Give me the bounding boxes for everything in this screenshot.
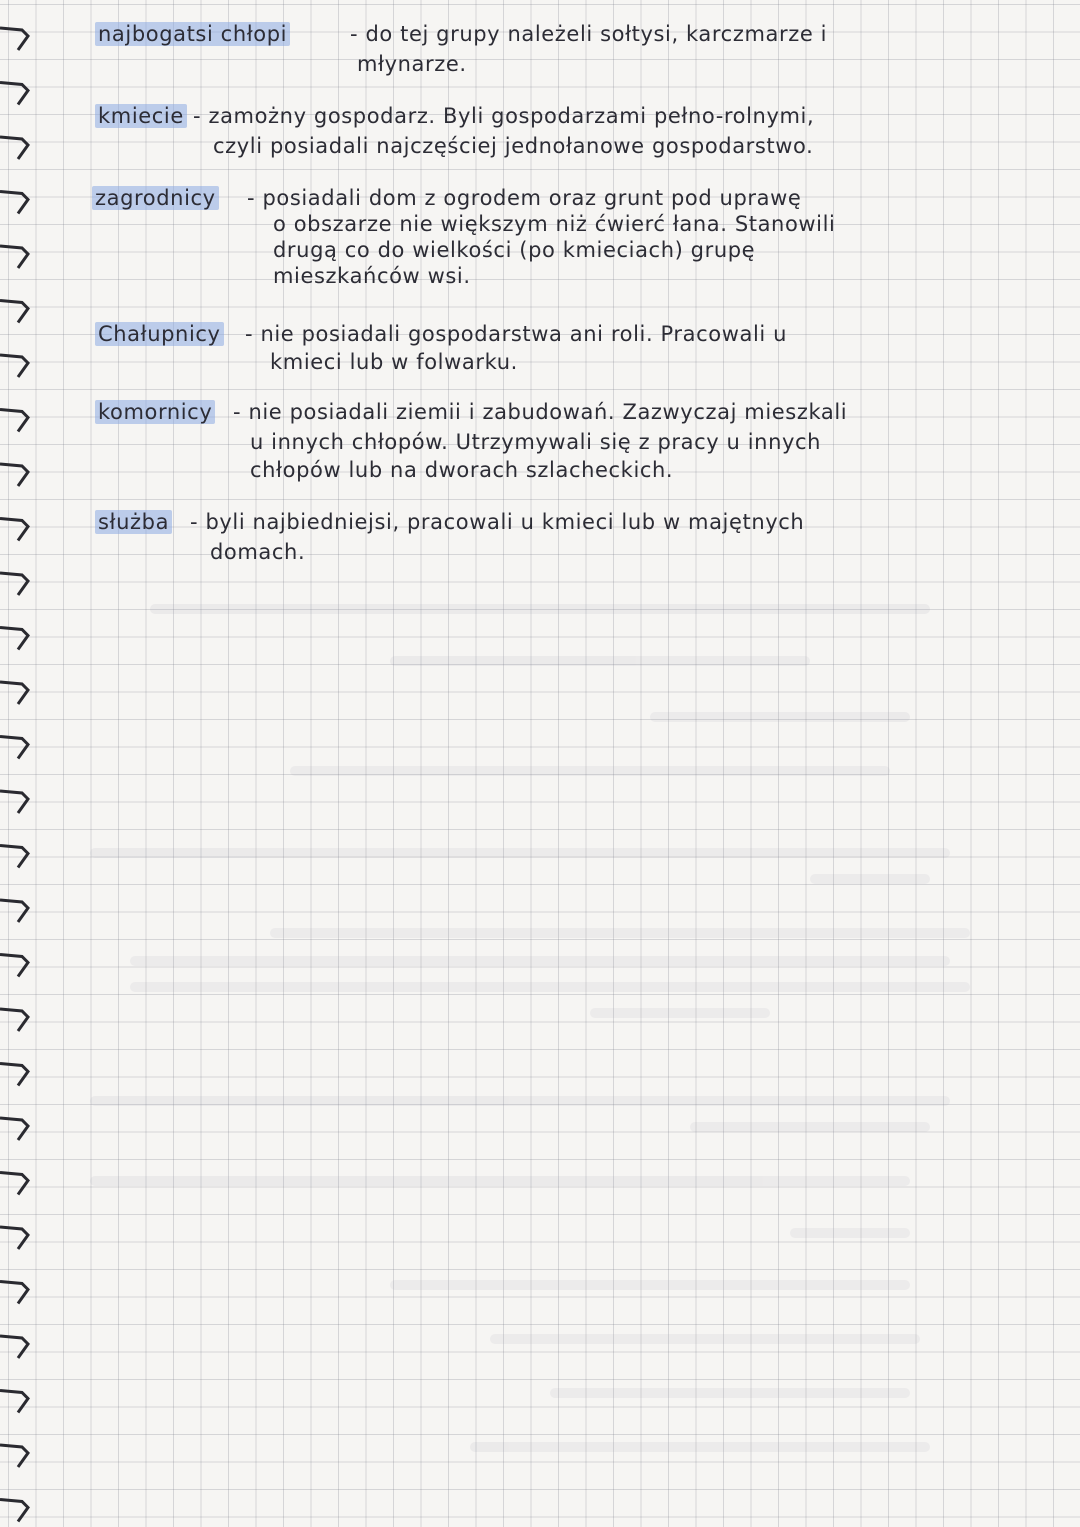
note-text-line: czyli posiadali najczęściej jednołanowe gospodarstwo. <box>213 134 814 158</box>
note-entry-najbogatsi-chlopi <box>95 22 995 82</box>
note-text-line: o obszarze nie większym niż ćwierć łana. Stanowili <box>273 212 836 236</box>
note-text-line: mieszkańców wsi. <box>273 264 471 288</box>
note-text-line: domach. <box>210 540 306 564</box>
note-term: Chałupnicy <box>95 322 224 346</box>
note-entry-sluzba <box>95 510 995 570</box>
note-text-line: - nie posiadali gospodarstwa ani roli. Pracowali u <box>245 322 787 346</box>
note-entry-zagrodnicy <box>95 186 995 296</box>
note-text-line: kmieci lub w folwarku. <box>270 350 518 374</box>
note-term: zagrodnicy <box>92 186 219 210</box>
bleed-through-area <box>90 590 970 1490</box>
note-term: kmiecie <box>95 104 187 128</box>
note-text-line: - nie posiadali ziemii i zabudowań. Zazwyczaj mieszkali <box>233 400 848 424</box>
note-entry-chalupnicy <box>95 322 995 382</box>
note-term: najbogatsi chłopi <box>95 22 290 46</box>
note-text-line: chłopów lub na dworach szlacheckich. <box>250 458 674 482</box>
note-text-line: - do tej grupy należeli sołtysi, karczmarze i <box>350 22 828 46</box>
note-text-line: - posiadali dom z ogrodem oraz grunt pod uprawę <box>247 186 802 210</box>
note-text-line: - zamożny gospodarz. Byli gospodarzami pełno-rolnymi, <box>193 104 815 128</box>
note-entry-kmiecie <box>95 104 995 164</box>
note-term: służba <box>95 510 172 534</box>
note-text-line: drugą co do wielkości (po kmieciach) grupę <box>273 238 756 262</box>
note-entry-komornicy <box>95 400 995 490</box>
note-term: komornicy <box>95 400 215 424</box>
note-text-line: młynarze. <box>357 52 467 76</box>
note-text-line: u innych chłopów. Utrzymywali się z pracy u innych <box>250 430 822 454</box>
note-text-line: - byli najbiedniejsi, pracowali u kmieci lub w majętnych <box>190 510 805 534</box>
